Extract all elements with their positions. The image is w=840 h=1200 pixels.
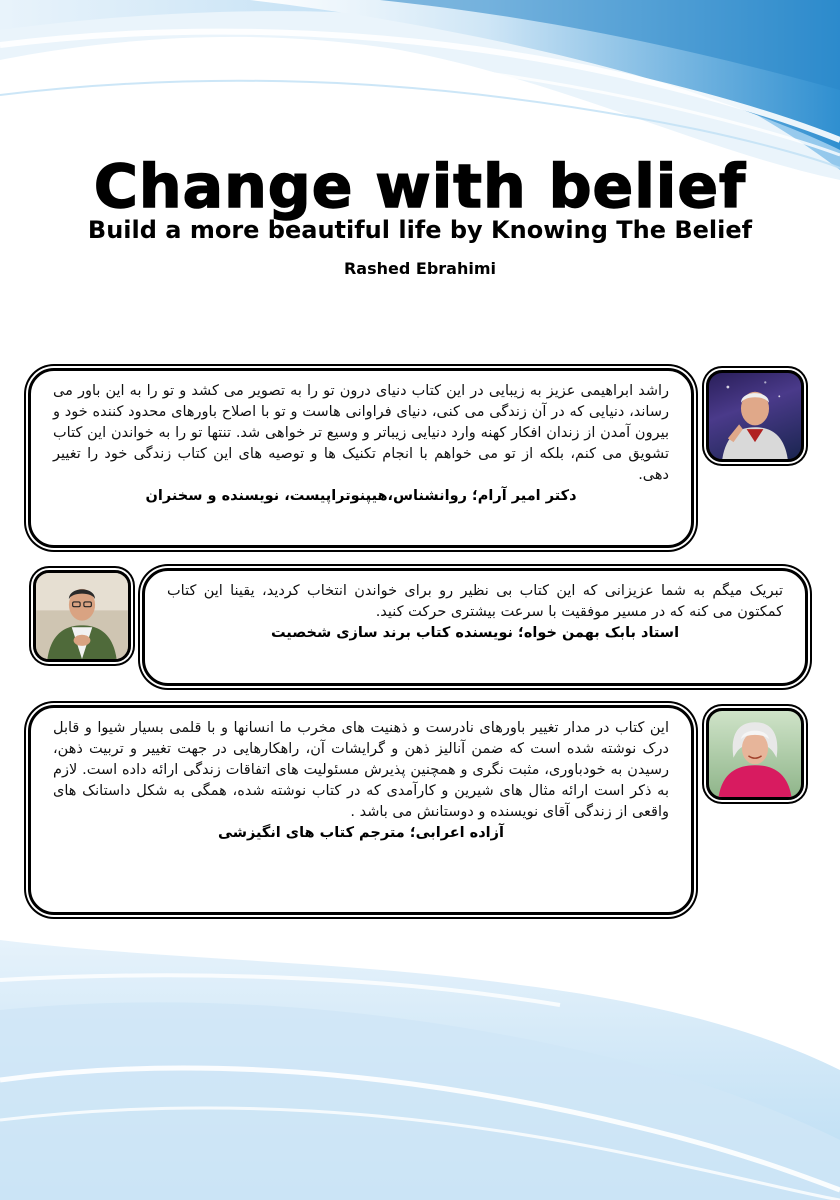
testimonial-signature: استاد بابک بهمن خواه؛ نویسنده کتاب برند سازی شخصیت [270, 625, 680, 641]
testimonial-text: راشد ابراهیمی عزیز به زیبایی در این کتاب دنیای درون تو را به تصویر می کشد و تو را به این باور می رساند، دنیایی که در آن زندگی می کنی، دنیای فراوانی هاست و تو با اصلاح باورهای محدود کننده خود و بیرون آمدن از زندان افکار کهنه وارد دنیایی زیباتر و وسیع تر خواهی شد. تنتها تو را به خواندن این کتاب تشویق می کنم، بلکه از تو می خواهم با انجام تکنیک ها و توصیه های این کتاب زندگی خود را تغییر دهی. [53, 383, 669, 483]
testimonial-text: تبریک میگم به شما عزیزانی که این کتاب بی نظیر رو برای خواندن انتخاب کردید، یقینا این کتاب کمکتون می کنه که در مسیر موفقیت با سرعت بیشتری حرکت کنید. [167, 583, 783, 620]
testimonial-signature: دکتر امیر آرام؛ روانشناس،هیپنوتراپیست، نویسنده و سخنران [145, 488, 577, 504]
testimonial-card-2 [142, 568, 808, 686]
book-subtitle: Build a more beautiful life by Knowing The Belief [87, 216, 753, 244]
man-portrait-icon [33, 570, 131, 662]
testimonial-card-3 [28, 705, 694, 915]
man-portrait-icon [706, 370, 804, 462]
book-title: Change with belief [93, 152, 747, 222]
testimonial-card-1 [28, 368, 694, 548]
woman-portrait-icon [706, 708, 804, 800]
testimonial-text: این کتاب در مدار تغییر باورهای نادرست و ذهنیت های مخرب ما انسانها و با قلمی بسیار شیوا و قابل درک نوشته شده است که ضمن آنالیز ذهن و گرایشات آن، راهکارهایی در جهت تغییر و تربیت ذهن، رسیدن به خودباوری، مثبت نگری و همچنین پذیرش مسئولیت های اتفاقات زندگی ارائه داده است. لازم به ذکر است ارائه مثال های شیرین و کارآمدی که در کتاب نوشته شده، همگی به شکل داستانک های واقعی از زندگی آقای نویسنده و دوستانش می باشد . [53, 720, 669, 820]
book-author: Rashed Ebrahimi [343, 259, 496, 278]
testimonial-signature: آزاده اعرابی؛ مترجم کتاب های انگیزشی [218, 825, 504, 841]
